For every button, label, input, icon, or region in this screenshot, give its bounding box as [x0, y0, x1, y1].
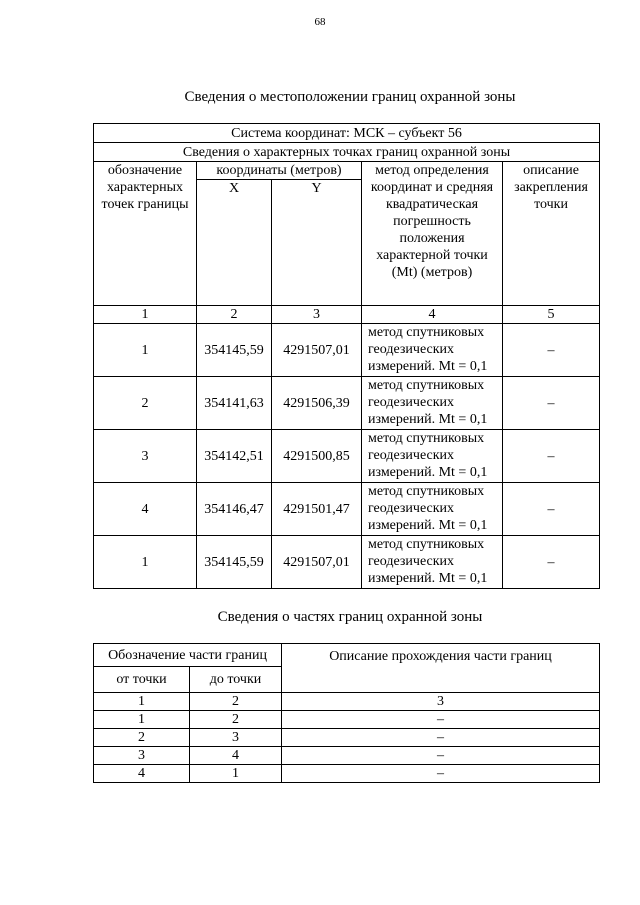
description-cell: –: [503, 430, 600, 483]
page-number: 68: [314, 16, 326, 28]
table-row: [94, 693, 600, 711]
from-cell: 3: [94, 747, 190, 765]
y-cell: 4291506,39: [272, 377, 362, 430]
header-description: описание закрепления точки: [503, 162, 600, 306]
col-number-3: 3: [272, 306, 362, 324]
point-cell: 2: [94, 377, 197, 430]
point-cell: 1: [94, 536, 197, 589]
table-row: [94, 729, 600, 747]
header-to-point: до точки: [190, 667, 282, 693]
section-title-parts: Сведения о частях границ охранной зоны: [217, 609, 483, 625]
to-cell: 1: [190, 765, 282, 783]
description-cell: –: [282, 729, 600, 747]
from-cell: 4: [94, 765, 190, 783]
header-y: Y: [272, 180, 362, 306]
method-cell: метод спутниковых геодезических измерений. Mt = 0,1: [362, 324, 503, 377]
to-cell: 2: [190, 711, 282, 729]
from-cell: 1: [94, 693, 190, 711]
boundary-parts-table: [93, 643, 600, 783]
boundary-points-table: [93, 123, 600, 589]
method-cell: метод спутниковых геодезических измерений. Mt = 0,1: [362, 483, 503, 536]
col-number-2: 2: [197, 306, 272, 324]
header-designation: обозначение характерных точек границы: [94, 162, 197, 306]
y-cell: 4291500,85: [272, 430, 362, 483]
table-row: [94, 747, 600, 765]
description-cell: –: [503, 324, 600, 377]
description-cell: –: [503, 377, 600, 430]
table-row: [94, 324, 600, 377]
x-cell: 354146,47: [197, 483, 272, 536]
col-number-4: 4: [362, 306, 503, 324]
from-cell: 1: [94, 711, 190, 729]
x-cell: 354141,63: [197, 377, 272, 430]
coordinate-system-row: Система координат: МСК – субъект 56: [94, 124, 600, 143]
x-cell: 354145,59: [197, 324, 272, 377]
description-cell: –: [282, 747, 600, 765]
col-number-5: 5: [503, 306, 600, 324]
header-x: X: [197, 180, 272, 306]
table-row: [94, 377, 600, 430]
point-cell: 3: [94, 430, 197, 483]
section-title-location: Сведения о местоположении границ охранной зоны: [184, 89, 516, 105]
header-method: метод определения координат и средняя квадратическая погрешность положения характерной точки (Mt) (метров): [362, 162, 503, 306]
table-row: [94, 430, 600, 483]
header-from-point: от точки: [94, 667, 190, 693]
col-number-1: 1: [94, 306, 197, 324]
table-row: [94, 765, 600, 783]
method-cell: метод спутниковых геодезических измерений. Mt = 0,1: [362, 536, 503, 589]
method-cell: метод спутниковых геодезических измерений. Mt = 0,1: [362, 430, 503, 483]
table-row: [94, 536, 600, 589]
table-row: [94, 483, 600, 536]
table-row: [94, 711, 600, 729]
header-coordinates: координаты (метров): [197, 162, 362, 180]
description-cell: 3: [282, 693, 600, 711]
to-cell: 2: [190, 693, 282, 711]
y-cell: 4291507,01: [272, 536, 362, 589]
points-info-row: Сведения о характерных точках границ охранной зоны: [94, 143, 600, 162]
to-cell: 4: [190, 747, 282, 765]
from-cell: 2: [94, 729, 190, 747]
y-cell: 4291507,01: [272, 324, 362, 377]
description-cell: –: [282, 765, 600, 783]
x-cell: 354145,59: [197, 536, 272, 589]
description-cell: –: [503, 536, 600, 589]
method-cell: метод спутниковых геодезических измерений. Mt = 0,1: [362, 377, 503, 430]
header-part-description: Описание прохождения части границ: [282, 644, 600, 693]
header-part-designation: Обозначение части границ: [94, 644, 282, 667]
to-cell: 3: [190, 729, 282, 747]
point-cell: 1: [94, 324, 197, 377]
description-cell: –: [282, 711, 600, 729]
point-cell: 4: [94, 483, 197, 536]
description-cell: –: [503, 483, 600, 536]
y-cell: 4291501,47: [272, 483, 362, 536]
x-cell: 354142,51: [197, 430, 272, 483]
